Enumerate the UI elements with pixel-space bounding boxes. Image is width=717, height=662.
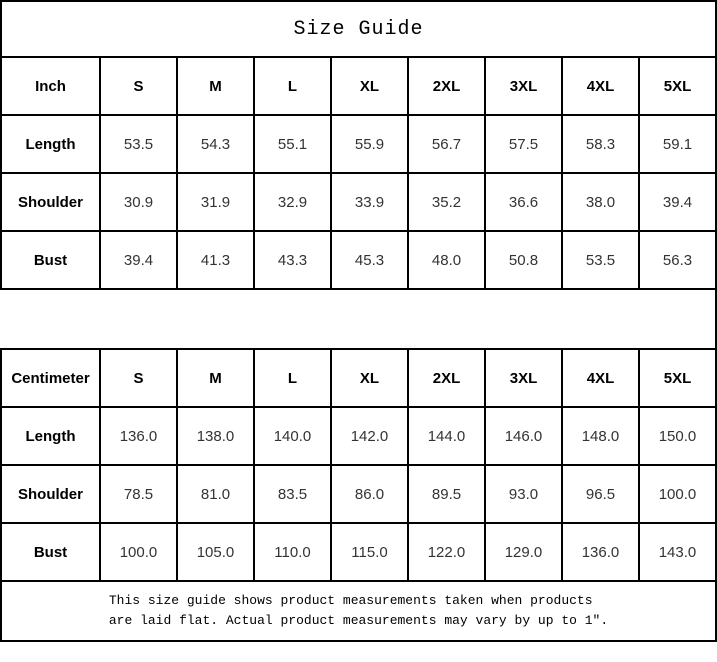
measurement-value-cell: 143.0 [639, 523, 716, 581]
measurement-value-cell: 56.7 [408, 115, 485, 173]
measurement-value-cell: 43.3 [254, 231, 331, 289]
measurement-value-cell: 83.5 [254, 465, 331, 523]
measurement-value-cell: 31.9 [177, 173, 254, 231]
measurement-value-cell: 150.0 [639, 407, 716, 465]
size-column-header: 4XL [562, 349, 639, 407]
measurement-value-cell: 57.5 [485, 115, 562, 173]
size-column-header: 2XL [408, 57, 485, 115]
size-header-row [1, 349, 716, 407]
measurement-value-cell: 30.9 [100, 173, 177, 231]
size-guide-title-box [0, 0, 717, 58]
centimeter-size-table [0, 348, 717, 582]
measurement-row-label: Length [1, 407, 100, 465]
measurement-value-cell: 136.0 [100, 407, 177, 465]
measurement-row [1, 173, 716, 231]
measurement-value-cell: 81.0 [177, 465, 254, 523]
footer-note [109, 591, 608, 631]
measurement-value-cell: 78.5 [100, 465, 177, 523]
size-column-header: S [100, 57, 177, 115]
size-column-header: S [100, 349, 177, 407]
measurement-row [1, 115, 716, 173]
measurement-value-cell: 100.0 [639, 465, 716, 523]
measurement-row [1, 231, 716, 289]
measurement-value-cell: 32.9 [254, 173, 331, 231]
measurement-row-label: Bust [1, 523, 100, 581]
measurement-value-cell: 45.3 [331, 231, 408, 289]
unit-header-cell: Centimeter [1, 349, 100, 407]
size-column-header: M [177, 57, 254, 115]
measurement-value-cell: 138.0 [177, 407, 254, 465]
size-column-header: 3XL [485, 57, 562, 115]
measurement-value-cell: 96.5 [562, 465, 639, 523]
measurement-value-cell: 55.1 [254, 115, 331, 173]
measurement-row [1, 407, 716, 465]
footer-note-line-1: This size guide shows product measurements taken when products [108, 593, 593, 608]
page-title: Size Guide [293, 17, 424, 41]
size-column-header: XL [331, 349, 408, 407]
measurement-value-cell: 110.0 [254, 523, 331, 581]
measurement-value-cell: 142.0 [331, 407, 408, 465]
measurement-value-cell: 86.0 [331, 465, 408, 523]
size-column-header: 3XL [485, 349, 562, 407]
measurement-value-cell: 58.3 [562, 115, 639, 173]
unit-header-cell: Inch [1, 57, 100, 115]
measurement-value-cell: 144.0 [408, 407, 485, 465]
measurement-value-cell: 56.3 [639, 231, 716, 289]
measurement-row-label: Length [1, 115, 100, 173]
measurement-row-label: Shoulder [1, 465, 100, 523]
measurement-value-cell: 39.4 [639, 173, 716, 231]
measurement-value-cell: 122.0 [408, 523, 485, 581]
measurement-value-cell: 146.0 [485, 407, 562, 465]
size-column-header: XL [331, 57, 408, 115]
size-column-header: 5XL [639, 349, 716, 407]
size-column-header: M [177, 349, 254, 407]
measurement-value-cell: 41.3 [177, 231, 254, 289]
measurement-value-cell: 93.0 [485, 465, 562, 523]
measurement-value-cell: 35.2 [408, 173, 485, 231]
measurement-row-label: Shoulder [1, 173, 100, 231]
size-column-header: 4XL [562, 57, 639, 115]
size-header-row [1, 57, 716, 115]
measurement-value-cell: 136.0 [562, 523, 639, 581]
measurement-value-cell: 140.0 [254, 407, 331, 465]
size-column-header: L [254, 349, 331, 407]
measurement-value-cell: 39.4 [100, 231, 177, 289]
size-column-header: 5XL [639, 57, 716, 115]
measurement-value-cell: 148.0 [562, 407, 639, 465]
inch-size-table [0, 56, 717, 290]
measurement-row [1, 465, 716, 523]
measurement-value-cell: 59.1 [639, 115, 716, 173]
measurement-value-cell: 53.5 [100, 115, 177, 173]
table-gap [0, 290, 717, 350]
footer-note-box [0, 580, 717, 642]
measurement-value-cell: 55.9 [331, 115, 408, 173]
measurement-value-cell: 105.0 [177, 523, 254, 581]
measurement-value-cell: 129.0 [485, 523, 562, 581]
footer-note-line-2: are laid flat. Actual product measurements may vary by up to 1″. [108, 613, 609, 628]
measurement-value-cell: 115.0 [331, 523, 408, 581]
measurement-value-cell: 38.0 [562, 173, 639, 231]
measurement-row-label: Bust [1, 231, 100, 289]
measurement-value-cell: 89.5 [408, 465, 485, 523]
measurement-value-cell: 53.5 [562, 231, 639, 289]
size-column-header: 2XL [408, 349, 485, 407]
measurement-value-cell: 33.9 [331, 173, 408, 231]
measurement-value-cell: 36.6 [485, 173, 562, 231]
measurement-value-cell: 50.8 [485, 231, 562, 289]
measurement-value-cell: 54.3 [177, 115, 254, 173]
measurement-value-cell: 100.0 [100, 523, 177, 581]
measurement-value-cell: 48.0 [408, 231, 485, 289]
size-column-header: L [254, 57, 331, 115]
measurement-row [1, 523, 716, 581]
